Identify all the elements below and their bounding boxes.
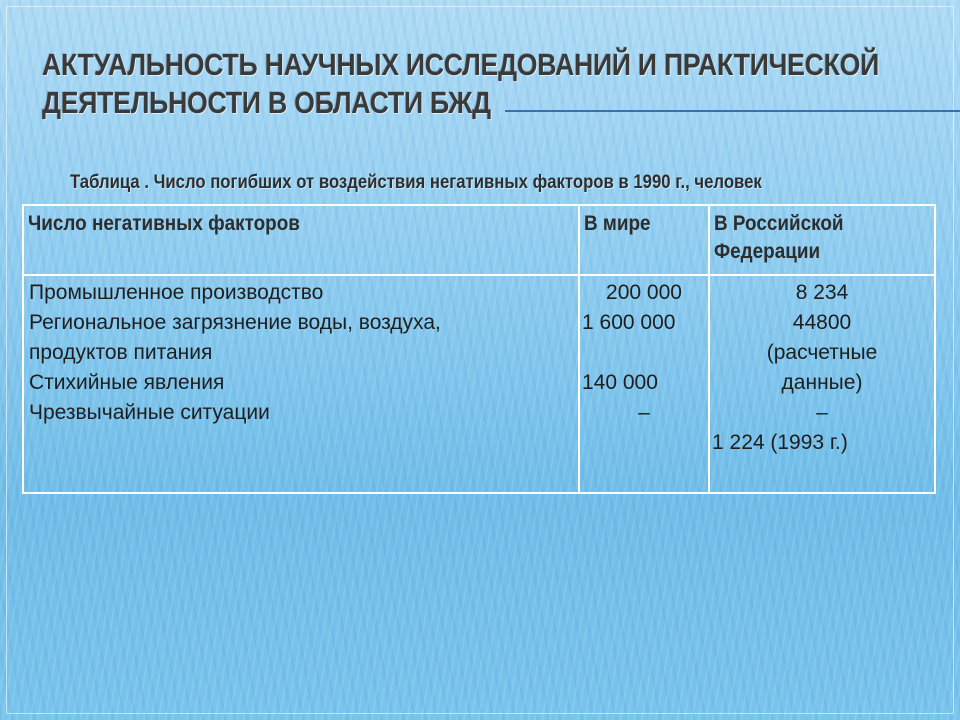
factor-pollution: Региональное загрязнение воды, воздуха, [29,311,441,334]
factor-industrial: Промышленное производство [29,281,324,304]
header-world-label: В мире [584,212,651,235]
rf-pollution: 44800 [792,311,852,334]
rf-note-1: (расчетные [766,341,878,364]
header-rf [709,205,935,275]
world-pollution: 1 600 000 [582,311,676,334]
table-row [23,275,935,493]
cell-world [579,275,709,493]
title-line-1: АКТУАЛЬНОСТЬ НАУЧНЫХ ИССЛЕДОВАНИЙ И ПРАКТИЧЕСКОЙ [42,47,880,82]
title-underline [505,110,960,112]
deaths-table [22,204,936,494]
header-rf-label-2: Федерации [714,240,821,263]
rf-natural: – [816,401,828,424]
header-world [579,205,709,275]
world-natural: 140 000 [582,371,658,394]
rf-note-2: данные) [781,371,863,394]
title-line-2: ДЕЯТЕЛЬНОСТИ В ОБЛАСТИ БЖД [42,85,491,120]
cell-factors [23,275,579,493]
table-header-row [23,205,935,275]
rf-emergency: 1 224 (1993 г.) [712,431,848,454]
header-rf-label-1: В Российской [714,212,844,235]
world-industrial: 200 000 [606,281,682,304]
cell-rf [709,275,935,493]
header-factor [23,205,579,275]
table-caption: Таблица . Число погибших от воздействия негативных факторов в 1990 г., человек [70,172,762,193]
world-emergency: – [638,401,650,424]
factor-natural: Стихийные явления [29,371,225,394]
factor-emergency: Чрезвычайные ситуации [29,401,270,424]
header-factor-label: Число негативных факторов [28,212,300,235]
world-blank [580,338,708,368]
factor-pollution-cont: продуктов питания [29,341,213,364]
rf-industrial: 8 234 [795,281,849,304]
